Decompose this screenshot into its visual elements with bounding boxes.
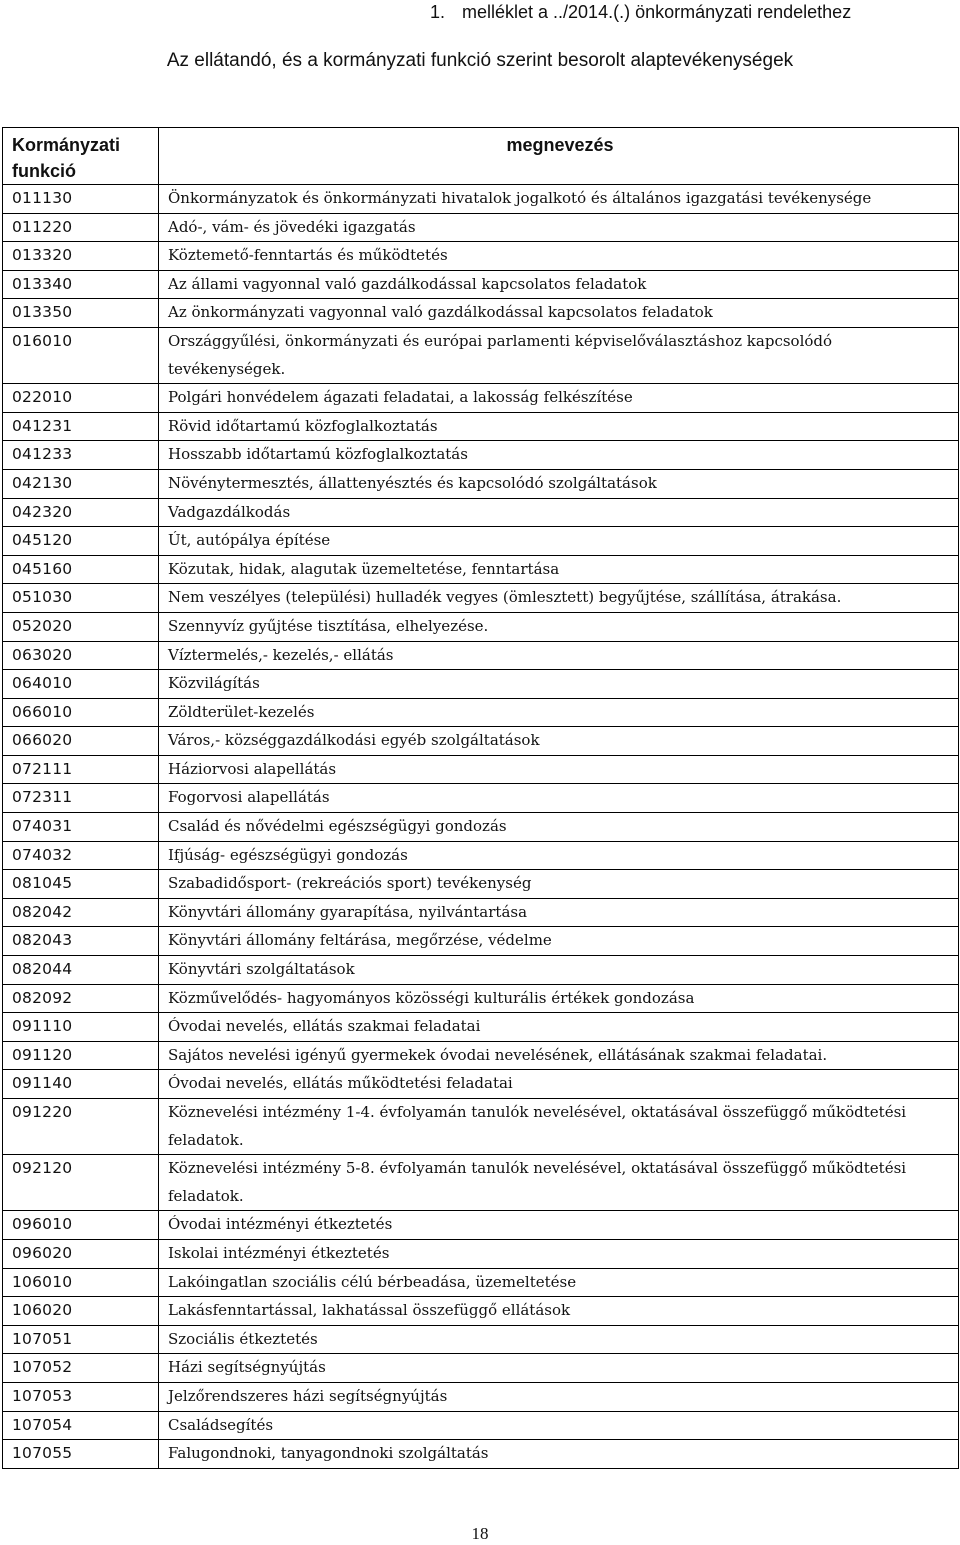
function-code-cell: 013320 [3,242,159,271]
annex-number: 1. [430,2,446,22]
activity-name-cell: Óvodai nevelés, ellátás működtetési feladatai [159,1070,959,1099]
function-code-cell: 022010 [3,384,159,413]
activities-table [2,127,959,1469]
table-row [3,927,959,956]
activity-name-cell: Fogorvosi alapellátás [159,784,959,813]
activity-name-cell: Könyvtári szolgáltatások [159,956,959,985]
function-code-cell: 041233 [3,441,159,470]
function-code-cell: 042320 [3,498,159,527]
function-code-cell: 042130 [3,469,159,498]
table-row [3,1070,959,1099]
activity-name-cell: Köznevelési intézmény 1-4. évfolyamán tanulók nevelésével, oktatásával összefüggő működtetési feladatok. [159,1099,959,1155]
function-code-cell: 063020 [3,641,159,670]
activity-name-cell: Víztermelés,- kezelés,- ellátás [159,641,959,670]
activity-name-cell: Házi segítségnyújtás [159,1354,959,1383]
activity-name-cell: Út, autópálya építése [159,527,959,556]
function-code-cell: 107051 [3,1325,159,1354]
table-row [3,1411,959,1440]
function-code-cell: 074032 [3,841,159,870]
table-row [3,870,959,899]
function-code-cell: 107054 [3,1411,159,1440]
table-row [3,1013,959,1042]
table-row [3,384,959,413]
table-row [3,498,959,527]
function-code-cell: 052020 [3,612,159,641]
table-row [3,813,959,842]
table-row [3,1041,959,1070]
activity-name-cell: Nem veszélyes (települési) hulladék vegyes (ömlesztett) begyűjtése, szállítása, átrakása. [159,584,959,613]
function-code-cell: 082043 [3,927,159,956]
function-code-cell: 011130 [3,185,159,214]
table-row [3,555,959,584]
table-row [3,469,959,498]
function-code-cell: 066020 [3,727,159,756]
function-code-cell: 096010 [3,1211,159,1240]
table-body [3,185,959,1469]
table-row [3,612,959,641]
table-row [3,242,959,271]
table-row [3,1155,959,1211]
activity-name-cell: Rövid időtartamú közfoglalkoztatás [159,412,959,441]
activity-name-cell: Növénytermesztés, állattenyésztés és kapcsolódó szolgáltatások [159,469,959,498]
function-code-cell: 011220 [3,213,159,242]
table-row [3,670,959,699]
function-code-cell: 016010 [3,327,159,383]
table-row [3,727,959,756]
table-row [3,984,959,1013]
table-row [3,898,959,927]
header-function-code: Kormányzati funkció [3,128,159,185]
function-code-cell: 013340 [3,270,159,299]
function-code-cell: 045160 [3,555,159,584]
function-code-cell: 092120 [3,1155,159,1211]
activity-name-cell: Szabadidősport- (rekreációs sport) tevékenység [159,870,959,899]
activity-name-cell: Sajátos nevelési igényű gyermekek óvodai nevelésének, ellátásának szakmai feladatai. [159,1041,959,1070]
activity-name-cell: Közutak, hidak, alagutak üzemeltetése, fenntartása [159,555,959,584]
function-code-cell: 091120 [3,1041,159,1070]
activity-name-cell: Adó-, vám- és jövedéki igazgatás [159,213,959,242]
function-code-cell: 107052 [3,1354,159,1383]
table-row [3,1297,959,1326]
activity-name-cell: Önkormányzatok és önkormányzati hivatalok jogalkotó és általános igazgatási tevékenysége [159,185,959,214]
function-code-cell: 106010 [3,1268,159,1297]
table-row [3,412,959,441]
activity-name-cell: Lakásfenntartással, lakhatással összefüggő ellátások [159,1297,959,1326]
annex-reference: melléklet a ../2014.(.) önkormányzati rendelethez [462,2,852,22]
table-row [3,1268,959,1297]
table-row [3,1239,959,1268]
table-row [3,1211,959,1240]
function-code-cell: 066010 [3,698,159,727]
activity-name-cell: Közvilágítás [159,670,959,699]
page-number: 18 [471,1524,489,1543]
activity-name-cell: Zöldterület-kezelés [159,698,959,727]
header-name: megnevezés [159,128,959,185]
activity-name-cell: Könyvtári állomány feltárása, megőrzése, védelme [159,927,959,956]
activity-name-cell: Háziorvosi alapellátás [159,755,959,784]
activity-name-cell: Polgári honvédelem ágazati feladatai, a lakosság felkészítése [159,384,959,413]
activity-name-cell: Az állami vagyonnal való gazdálkodással kapcsolatos feladatok [159,270,959,299]
function-code-cell: 082044 [3,956,159,985]
activity-name-cell: Hosszabb időtartamú közfoglalkoztatás [159,441,959,470]
activity-name-cell: Város,- községgazdálkodási egyéb szolgáltatások [159,727,959,756]
activity-name-cell: Országgyűlési, önkormányzati és európai parlamenti képviselőválasztáshoz kapcsolódó tevékenységek. [159,327,959,383]
function-code-cell: 041231 [3,412,159,441]
activity-name-cell: Család és nővédelmi egészségügyi gondozás [159,813,959,842]
table-row [3,441,959,470]
activity-name-cell: Lakóingatlan szociális célú bérbeadása, üzemeltetése [159,1268,959,1297]
document-title: Az ellátandó, és a kormányzati funkció szerint besorolt alaptevékenységek [166,50,794,71]
function-code-cell: 072311 [3,784,159,813]
activity-name-cell: Az önkormányzati vagyonnal való gazdálkodással kapcsolatos feladatok [159,299,959,328]
activity-name-cell: Vadgazdálkodás [159,498,959,527]
function-code-cell: 064010 [3,670,159,699]
function-code-cell: 045120 [3,527,159,556]
table-header-row [3,128,959,185]
table-row [3,1440,959,1469]
table-row [3,1325,959,1354]
function-code-cell: 091140 [3,1070,159,1099]
table-row [3,213,959,242]
document-header [0,0,960,24]
table-row [3,698,959,727]
function-code-cell: 107055 [3,1440,159,1469]
activity-name-cell: Jelzőrendszeres házi segítségnyújtás [159,1382,959,1411]
function-code-cell: 072111 [3,755,159,784]
function-code-cell: 106020 [3,1297,159,1326]
table-row [3,1382,959,1411]
activity-name-cell: Iskolai intézményi étkeztetés [159,1239,959,1268]
activity-name-cell: Közművelődés- hagyományos közösségi kulturális értékek gondozása [159,984,959,1013]
table-row [3,327,959,383]
table-row [3,784,959,813]
table-row [3,755,959,784]
activity-name-cell: Óvodai intézményi étkeztetés [159,1211,959,1240]
function-code-cell: 091110 [3,1013,159,1042]
activity-name-cell: Szennyvíz gyűjtése tisztítása, elhelyezése. [159,612,959,641]
table-row [3,841,959,870]
function-code-cell: 074031 [3,813,159,842]
activity-name-cell: Ifjúság- egészségügyi gondozás [159,841,959,870]
table-row [3,299,959,328]
table-row [3,1099,959,1155]
activity-name-cell: Köztemető-fenntartás és működtetés [159,242,959,271]
activity-name-cell: Falugondnoki, tanyagondnoki szolgáltatás [159,1440,959,1469]
function-code-cell: 082092 [3,984,159,1013]
table-row [3,527,959,556]
activity-name-cell: Óvodai nevelés, ellátás szakmai feladatai [159,1013,959,1042]
function-code-cell: 082042 [3,898,159,927]
table-row [3,956,959,985]
activity-name-cell: Szociális étkeztetés [159,1325,959,1354]
table-row [3,641,959,670]
function-code-cell: 091220 [3,1099,159,1155]
activity-name-cell: Köznevelési intézmény 5-8. évfolyamán tanulók nevelésével, oktatásával összefüggő működtetési feladatok. [159,1155,959,1211]
function-code-cell: 107053 [3,1382,159,1411]
function-code-cell: 013350 [3,299,159,328]
function-code-cell: 081045 [3,870,159,899]
table-row [3,185,959,214]
function-code-cell: 051030 [3,584,159,613]
function-code-cell: 096020 [3,1239,159,1268]
activity-name-cell: Könyvtári állomány gyarapítása, nyilvántartása [159,898,959,927]
activity-name-cell: Családsegítés [159,1411,959,1440]
table-row [3,270,959,299]
table-row [3,1354,959,1383]
table-row [3,584,959,613]
